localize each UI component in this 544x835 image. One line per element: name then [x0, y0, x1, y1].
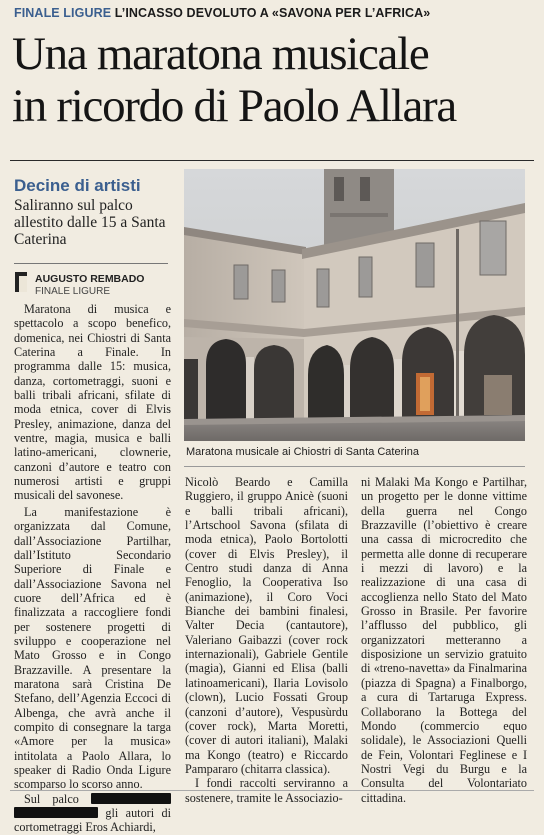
- headline-rule: [10, 160, 534, 161]
- article-photo: [184, 169, 525, 441]
- byline-location: FINALE LIGURE: [35, 286, 111, 297]
- byline-author: AUGUSTO REMBADO: [35, 273, 145, 285]
- subhead-title: Decine di artisti: [14, 176, 141, 195]
- article-column-2: [185, 475, 348, 805]
- redaction-mark: [14, 807, 98, 818]
- article-paragraph-3: [14, 792, 171, 835]
- subhead-text: Saliranno sul palco allestito dalle 15 a Santa Caterina: [14, 197, 166, 248]
- kicker-text: L’INCASSO DEVOLUTO A «SAVONA PER L’AFRICA»: [114, 6, 431, 20]
- headline-line-1: Una maratona musicale: [12, 28, 429, 80]
- article-paragraph-2: La manifestazione è organizzata dal Comune, dall’Associazione Partilhar, dall’Istituto Secondario Superiore di Finale e dall’Associazione Savona nel cuore dell’Africa ed è finalizzata a raccogliere fondi per sostenere progetti di sviluppo e cooperazione nel Mato Grosso e in Congo Brazzaville. A presentare la maratona sarà Cristina De Stefano, dell’Agenzia Eccoci di Albenga, che avrà anche il compito di consegnare la targa «Amore per la musica» intitolata a Paolo Allara, lo speaker di Radio Onda Ligure scomparso lo scorso anno.: [14, 504, 171, 792]
- paragraph-3-mid: gli autori di cortometraggi Eros Achiardi,: [14, 806, 171, 835]
- subhead-rule: [14, 263, 168, 264]
- page-bottom-rule: [10, 790, 534, 791]
- column-2-paragraph-2: I fondi raccolti serviranno a sostenere, tramite le Associazio-: [185, 776, 348, 805]
- photo-caption: Maratona musicale ai Chiostri di Santa Caterina: [186, 446, 419, 458]
- headline-line-2: in ricordo di Paolo Allara: [12, 80, 456, 132]
- column-3-paragraph-1: ni Malaki Ma Kongo e Partilhar, un progetto per le donne vittime della guerra nel Congo Brazzaville (l’obiettivo è creare una cassa di microcredito che permetta alle donne di recuperare i mezzi di lavoro) e la realizzazione di una casa di accoglienza nello Stato del Mato Grosso in Brasile. Per favorire l’afflusso del pubblico, gli organizzatori metteranno a disposizione un servizio gratuito di «treno-navetta» da Finalmarina (piazza di Spagna) a Finalborgo, a cura di Tartaruga Express. Collaborano la Bottega del Mondo (commercio equo solidale), le Associazioni Quelli de Fein, Volontari Feglinese e I Nostri Vegi du Burgu e la Consulta del Volontariato cittadina.: [361, 475, 527, 805]
- article-paragraph-1: Maratona di musica e spettacolo a scopo benefico, domenica, nei Chiostri di Santa Caterina a Finale. In programma dalle 15: musica, danza, cortometraggi, suoni e balli tribali africani, sfilate di moda etnica, cover di Elvis Presley, animazione, danza del ventre, magia, musica e balli latino-americani, clownerie, canzoni d’autore e teatro con numerosi artisti e gruppi musicali del savonese.: [14, 302, 171, 503]
- cloister-photo-illustration: [184, 169, 525, 441]
- article-column-3: [361, 475, 527, 805]
- byline-mark-icon: [15, 272, 27, 292]
- kicker-place: FINALE LIGURE: [14, 6, 112, 20]
- caption-rule: [184, 466, 525, 467]
- redaction-mark: [91, 793, 171, 804]
- kicker: [14, 6, 534, 20]
- paragraph-3-start: Sul palco: [24, 791, 79, 806]
- article-column-1: [14, 302, 171, 835]
- headline: [12, 28, 534, 132]
- column-2-paragraph-1: Nicolò Beardo e Camilla Ruggiero, il gruppo Anicè (suoni e balli tribali africani), l’Artschool Savona (sfilata di moda etnica), Paolo Bortolotti (cover di Elvis Presley), il Centro studi danza di Anna Fenoglio, la Cooperativa Iso (animazione), il Coro Voci Bianche dei bambini finalesi, Valter Decia (cantautore), Valeriano Gaibazzi (cover rock internazionali), Gabriele Gentile (magia), Gianni ed Elisa (balli latinoamericani), Ilaria Lovisolo (clown), Lucio Fossati Group (canzoni d’autore), Vespusùrdu (cover rock), Marta Moretti, (cover di autori italiani), Malaki ma Kongo (teatro) e Riccardo Pampararo (chitarra classica).: [185, 475, 348, 776]
